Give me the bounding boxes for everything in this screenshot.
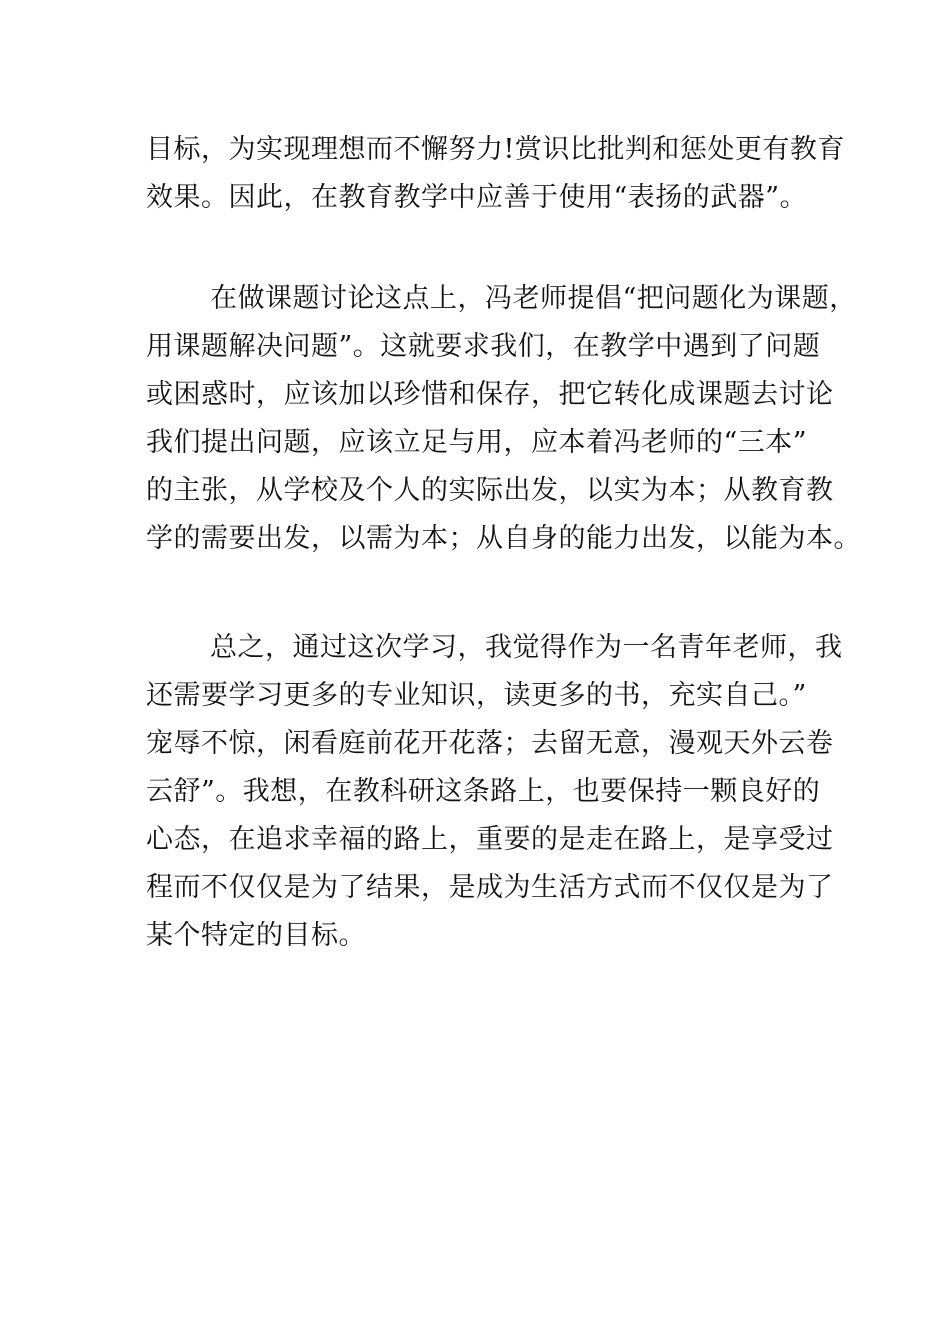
paragraph-line: 云舒”。我想，在教科研这条路上，也要保持一颗良好的 bbox=[146, 776, 821, 807]
paragraph-line: 目标，为实现理想而不懈努力!赏识比批判和惩处更有教育 bbox=[146, 134, 845, 165]
paragraph-2 bbox=[146, 275, 861, 563]
paragraph-line: 学的需要出发，以需为本；从自身的能力出发，以能为本。 bbox=[146, 523, 861, 554]
paragraph-line: 程而不仅仅是为了结果，是成为生活方式而不仅仅是为了 bbox=[146, 872, 834, 903]
paragraph-line: 的主张，从学校及个人的实际出发，以实为本；从教育教 bbox=[146, 475, 834, 506]
paragraph-line: 还需要学习更多的专业知识，读更多的书，充实自己。” bbox=[146, 680, 807, 711]
paragraph-line: 某个特定的目标。 bbox=[146, 920, 366, 951]
paragraph-line: 心态，在追求幸福的路上，重要的是走在路上，是享受过 bbox=[146, 824, 834, 855]
paragraph-3 bbox=[146, 624, 846, 960]
paragraph-line: 效果。因此，在教育教学中应善于使用“表扬的武器”。 bbox=[146, 182, 808, 213]
paragraph-line: 宠辱不惊，闲看庭前花开花落；去留无意，漫观天外云卷 bbox=[146, 728, 834, 759]
paragraph-line: 用课题解决问题”。这就要求我们，在教学中遇到了问题 bbox=[146, 331, 821, 362]
paragraph-line: 在做课题讨论这点上，冯老师提倡“把问题化为课题， bbox=[210, 283, 857, 314]
paragraph-1 bbox=[146, 126, 846, 222]
paragraph-line: 或困惑时，应该加以珍惜和保存，把它转化成课题去讨论 bbox=[146, 379, 834, 410]
paragraph-line: 我们提出问题，应该立足与用，应本着冯老师的“三本” bbox=[146, 427, 808, 458]
paragraph-line: 总之，通过这次学习，我觉得作为一名青年老师，我 bbox=[210, 632, 843, 663]
